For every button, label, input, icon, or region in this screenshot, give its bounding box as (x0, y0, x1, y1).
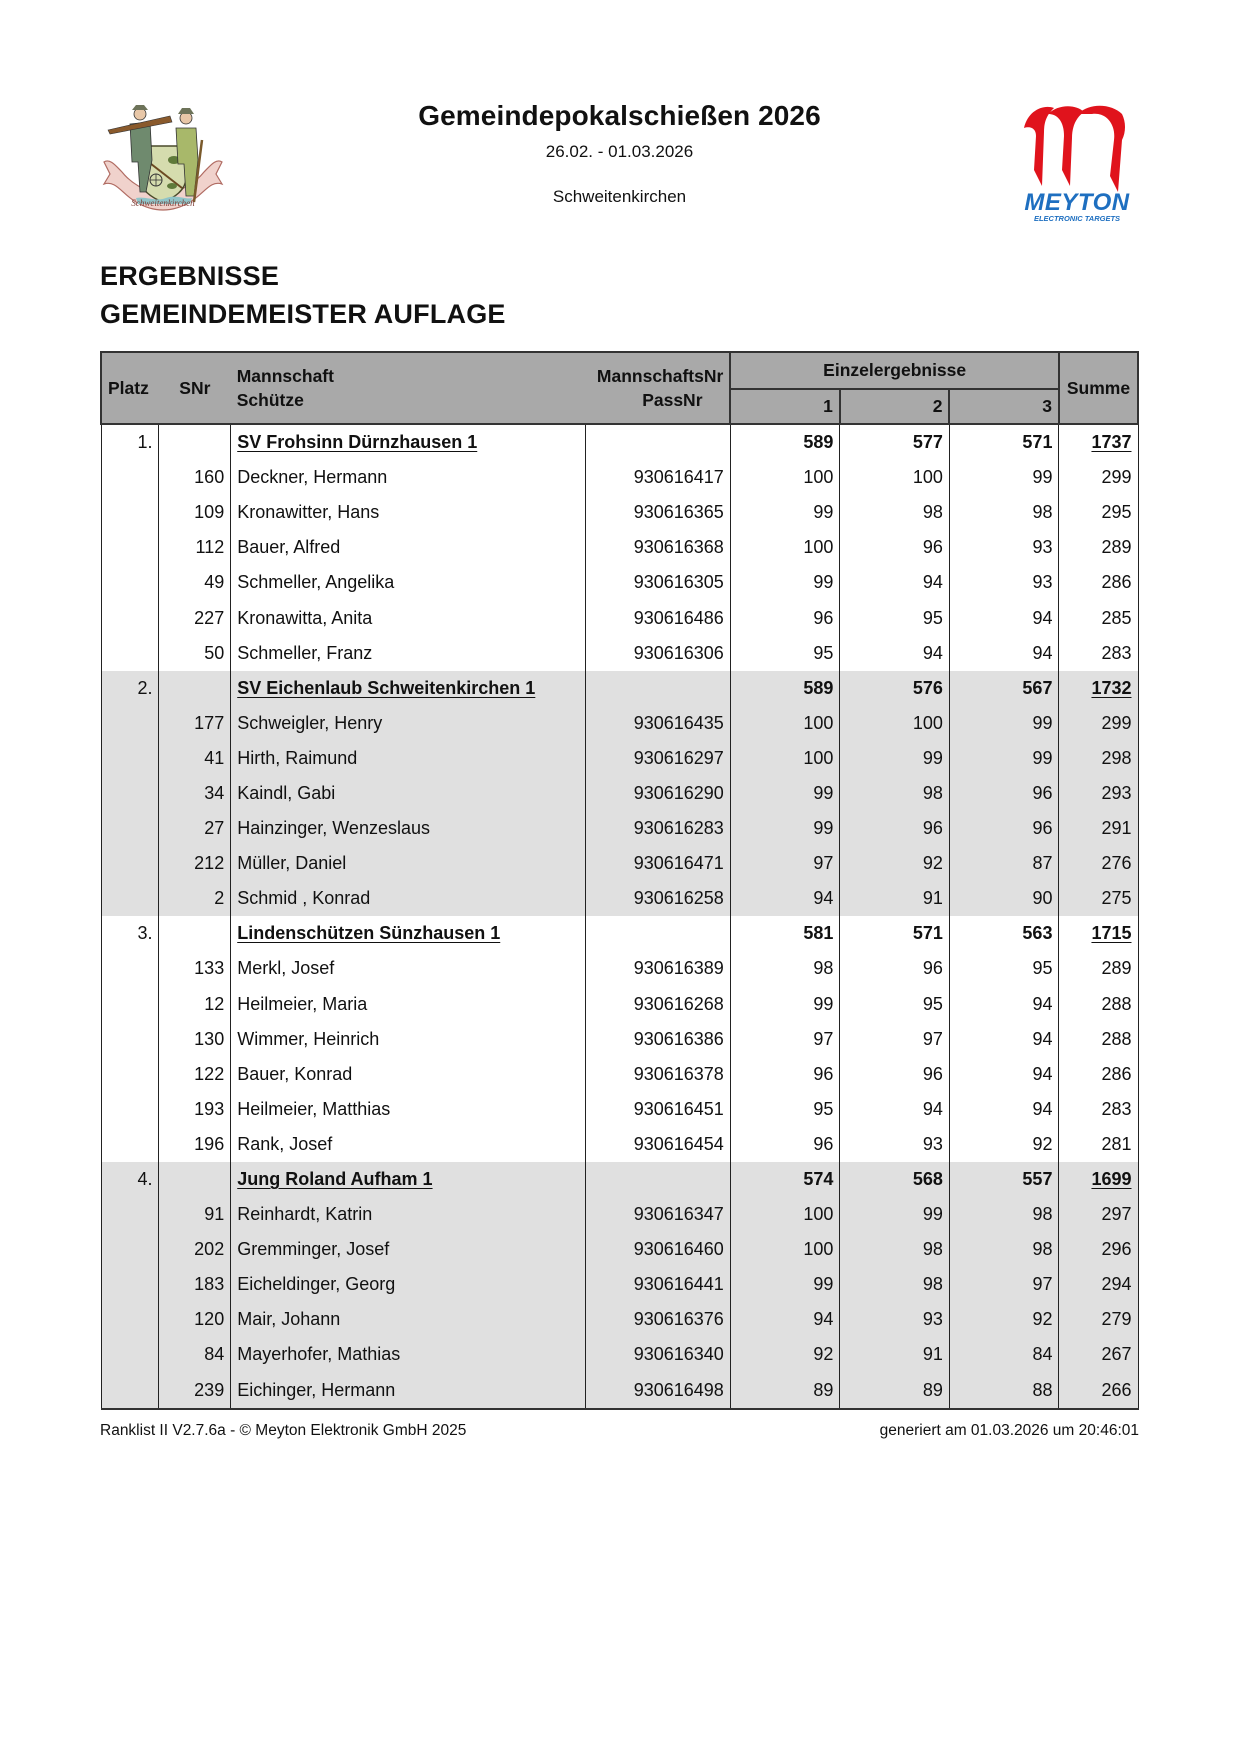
results-body (101, 424, 1138, 1409)
team-round-1: 589 (730, 671, 840, 706)
shooter-passnr: 930616417 (585, 460, 730, 495)
shooter-round-3: 98 (949, 1232, 1059, 1267)
shooter-round-3: 94 (949, 1092, 1059, 1127)
shooter-total: 293 (1059, 776, 1138, 811)
shooter-round-2: 94 (840, 636, 950, 671)
section-heading-line2: GEMEINDEMEISTER AUFLAGE (100, 299, 506, 329)
shooter-total: 288 (1059, 1022, 1138, 1057)
shooter-round-3: 98 (949, 1197, 1059, 1232)
team-total-text: 1699 (1091, 1169, 1132, 1190)
shooter-round-1: 100 (730, 1197, 840, 1232)
shooter-round-2: 99 (840, 1197, 950, 1232)
shooter-round-1: 99 (730, 811, 840, 846)
section-heading (100, 257, 506, 333)
shooter-total: 295 (1059, 495, 1138, 530)
team-snr-empty (159, 424, 231, 460)
shooter-rank-empty (101, 846, 159, 881)
shooter-snr: 196 (159, 1127, 231, 1162)
shooter-round-3: 94 (949, 600, 1059, 635)
shooter-snr: 212 (159, 846, 231, 881)
team-name (231, 424, 586, 460)
shooter-total: 279 (1059, 1302, 1138, 1337)
shooter-snr: 41 (159, 741, 231, 776)
team-name-text: SV Frohsinn Dürnzhausen 1 (237, 432, 478, 453)
shooter-round-3: 94 (949, 1057, 1059, 1092)
shooter-round-3: 94 (949, 1022, 1059, 1057)
shooter-snr: 112 (159, 530, 231, 565)
shooter-total: 289 (1059, 951, 1138, 986)
team-total (1059, 424, 1138, 460)
shooter-name: Deckner, Hermann (231, 460, 586, 495)
shooter-round-2: 96 (840, 951, 950, 986)
shooter-row (101, 706, 1138, 741)
shooter-passnr: 930616460 (585, 1232, 730, 1267)
shooter-snr: 227 (159, 600, 231, 635)
shooter-round-2: 100 (840, 460, 950, 495)
shooter-snr: 84 (159, 1337, 231, 1372)
event-location: Schweitenkirchen (552, 187, 687, 206)
shooter-total: 286 (1059, 565, 1138, 600)
shooter-total: 297 (1059, 1197, 1138, 1232)
shooter-round-3: 92 (949, 1127, 1059, 1162)
shooter-round-2: 98 (840, 1267, 950, 1302)
shooter-row (101, 1022, 1138, 1057)
shooter-row (101, 811, 1138, 846)
shooter-rank-empty (101, 881, 159, 916)
shooter-total: 288 (1059, 987, 1138, 1022)
shooter-row (101, 1302, 1138, 1337)
team-total (1059, 1162, 1138, 1197)
col-header-round-3: 3 (949, 389, 1059, 424)
shooter-row (101, 1267, 1138, 1302)
shooter-name: Rank, Josef (231, 1127, 586, 1162)
shooter-passnr: 930616454 (585, 1127, 730, 1162)
shooter-snr: 120 (159, 1302, 231, 1337)
shooter-round-1: 99 (730, 495, 840, 530)
shooter-name: Hirth, Raimund (231, 741, 586, 776)
shooter-round-1: 92 (730, 1337, 840, 1372)
shooter-total: 298 (1059, 741, 1138, 776)
shooter-round-3: 84 (949, 1337, 1059, 1372)
shooter-rank-empty (101, 1057, 159, 1092)
shooter-row (101, 1127, 1138, 1162)
col-header-einzelergebnisse: Einzelergebnisse (730, 352, 1059, 389)
team-round-3: 571 (949, 424, 1059, 460)
shooter-passnr: 930616451 (585, 1092, 730, 1127)
shooter-round-3: 95 (949, 951, 1059, 986)
team-round-2: 571 (840, 916, 950, 951)
section-heading-line1: ERGEBNISSE (100, 261, 280, 291)
shooter-name: Schweigler, Henry (231, 706, 586, 741)
shooter-passnr: 930616435 (585, 706, 730, 741)
shooter-passnr: 930616258 (585, 881, 730, 916)
team-number-empty (585, 671, 730, 706)
shooter-name: Mayerhofer, Mathias (231, 1337, 586, 1372)
shooter-total: 283 (1059, 1092, 1138, 1127)
shooter-name: Schmeller, Franz (231, 636, 586, 671)
shooter-round-3: 99 (949, 460, 1059, 495)
shooter-passnr: 930616347 (585, 1197, 730, 1232)
shooter-rank-empty (101, 1337, 159, 1372)
shooter-round-1: 100 (730, 706, 840, 741)
event-title: Gemeindepokalschießen 2026 (418, 100, 821, 131)
shooter-rank-empty (101, 951, 159, 986)
team-name (231, 916, 586, 951)
svg-text:Schweitenkirchen: Schweitenkirchen (131, 198, 195, 208)
shooter-round-2: 98 (840, 495, 950, 530)
shooter-round-1: 97 (730, 1022, 840, 1057)
shooter-passnr: 930616305 (585, 565, 730, 600)
footer-software-credit: Ranklist II V2.7.6a - © Meyton Elektronik GmbH 2025 (100, 1422, 467, 1439)
shooter-row (101, 987, 1138, 1022)
shooter-rank-empty (101, 741, 159, 776)
shooter-row (101, 1197, 1138, 1232)
shooter-rank-empty (101, 1092, 159, 1127)
shooter-name: Kronawitter, Hans (231, 495, 586, 530)
shooter-round-1: 99 (730, 1267, 840, 1302)
shooter-name: Schmid , Konrad (231, 881, 586, 916)
shooter-name: Reinhardt, Katrin (231, 1197, 586, 1232)
shooter-snr: 50 (159, 636, 231, 671)
col-header-schuetze: Schütze (236, 390, 304, 410)
shooter-name: Eicheldinger, Georg (231, 1267, 586, 1302)
shooter-row (101, 846, 1138, 881)
shooter-rank-empty (101, 1127, 159, 1162)
shooter-name: Müller, Daniel (231, 846, 586, 881)
meyton-logo (1014, 100, 1140, 224)
shooter-name: Kaindl, Gabi (231, 776, 586, 811)
shooter-total: 289 (1059, 530, 1138, 565)
shooter-total: 281 (1059, 1127, 1138, 1162)
shooter-rank-empty (101, 1373, 159, 1409)
team-snr-empty (159, 671, 231, 706)
col-header-mannschaft-schuetze (231, 352, 586, 424)
shooter-snr: 202 (159, 1232, 231, 1267)
shooter-total: 299 (1059, 706, 1138, 741)
team-round-1: 581 (730, 916, 840, 951)
shooter-snr: 109 (159, 495, 231, 530)
shooter-row (101, 1337, 1138, 1372)
shooter-snr: 91 (159, 1197, 231, 1232)
shooter-rank-empty (101, 1232, 159, 1267)
shooter-total: 286 (1059, 1057, 1138, 1092)
team-number-empty (585, 916, 730, 951)
shooter-round-1: 96 (730, 1057, 840, 1092)
shooter-snr: 239 (159, 1373, 231, 1409)
shooter-round-2: 96 (840, 530, 950, 565)
shooter-row (101, 1092, 1138, 1127)
team-rank: 3. (101, 916, 159, 951)
shooter-row (101, 565, 1138, 600)
shooter-round-3: 88 (949, 1373, 1059, 1409)
shooter-rank-empty (101, 600, 159, 635)
shooter-round-1: 100 (730, 460, 840, 495)
col-header-summe: Summe (1059, 352, 1138, 424)
shooter-round-1: 100 (730, 741, 840, 776)
shooter-round-1: 95 (730, 636, 840, 671)
shooter-round-3: 94 (949, 636, 1059, 671)
shooter-snr: 34 (159, 776, 231, 811)
col-header-round-2: 2 (840, 389, 950, 424)
shooter-snr: 2 (159, 881, 231, 916)
col-header-round-1: 1 (730, 389, 840, 424)
shooter-rank-empty (101, 776, 159, 811)
shooter-total: 291 (1059, 811, 1138, 846)
shooter-round-3: 90 (949, 881, 1059, 916)
shooter-round-1: 99 (730, 565, 840, 600)
shooter-row (101, 1057, 1138, 1092)
shooter-round-3: 98 (949, 495, 1059, 530)
shooter-total: 266 (1059, 1373, 1138, 1409)
col-header-mannschaftsnr: MannschaftsNr (596, 366, 724, 386)
shooter-round-2: 97 (840, 1022, 950, 1057)
team-total (1059, 671, 1138, 706)
shooter-passnr: 930616268 (585, 987, 730, 1022)
team-name-text: Lindenschützen Sünzhausen 1 (237, 923, 501, 944)
col-header-mannschaft: Mannschaft (236, 366, 334, 386)
shooter-total: 276 (1059, 846, 1138, 881)
col-header-mannschaftsnr-passnr (585, 352, 730, 424)
shooter-round-3: 99 (949, 706, 1059, 741)
shooter-round-1: 95 (730, 1092, 840, 1127)
shooter-passnr: 930616498 (585, 1373, 730, 1409)
team-snr-empty (159, 1162, 231, 1197)
shooter-rank-empty (101, 495, 159, 530)
shooter-snr: 12 (159, 987, 231, 1022)
shooter-passnr: 930616306 (585, 636, 730, 671)
shooter-round-2: 93 (840, 1127, 950, 1162)
team-round-2: 568 (840, 1162, 950, 1197)
shooter-snr: 133 (159, 951, 231, 986)
team-round-3: 567 (949, 671, 1059, 706)
shooter-name: Kronawitta, Anita (231, 600, 586, 635)
team-name-text: SV Eichenlaub Schweitenkirchen 1 (237, 677, 536, 698)
shooter-name: Merkl, Josef (231, 951, 586, 986)
shooter-round-1: 94 (730, 881, 840, 916)
shooter-name: Gremminger, Josef (231, 1232, 586, 1267)
shooter-round-1: 99 (730, 987, 840, 1022)
shooter-passnr: 930616389 (585, 951, 730, 986)
shooter-row (101, 530, 1138, 565)
shooter-round-2: 95 (840, 987, 950, 1022)
shooter-round-2: 92 (840, 846, 950, 881)
team-total-text: 1715 (1091, 923, 1132, 944)
col-header-platz: Platz (101, 352, 159, 424)
shooter-passnr: 930616376 (585, 1302, 730, 1337)
shooter-snr: 193 (159, 1092, 231, 1127)
shooter-passnr: 930616486 (585, 600, 730, 635)
shooter-round-3: 94 (949, 987, 1059, 1022)
team-round-3: 563 (949, 916, 1059, 951)
shooter-round-3: 93 (949, 565, 1059, 600)
shooter-name: Eichinger, Hermann (231, 1373, 586, 1409)
shooter-total: 296 (1059, 1232, 1138, 1267)
team-total-text: 1737 (1091, 432, 1132, 453)
shooter-round-2: 98 (840, 776, 950, 811)
shooter-name: Wimmer, Heinrich (231, 1022, 586, 1057)
shooter-rank-empty (101, 1197, 159, 1232)
footer-generated-timestamp: generiert am 01.03.2026 um 20:46:01 (879, 1422, 1139, 1439)
shooter-total: 275 (1059, 881, 1138, 916)
shooter-passnr: 930616386 (585, 1022, 730, 1057)
shooter-round-2: 91 (840, 1337, 950, 1372)
shooter-passnr: 930616283 (585, 811, 730, 846)
col-header-passnr: PassNr (642, 390, 703, 410)
event-date-range: 26.02. - 01.03.2026 (545, 142, 694, 161)
shooter-passnr: 930616471 (585, 846, 730, 881)
shooter-round-3: 93 (949, 530, 1059, 565)
shooter-passnr: 930616378 (585, 1057, 730, 1092)
shooter-rank-empty (101, 636, 159, 671)
shooter-row (101, 1373, 1138, 1409)
shooter-row (101, 951, 1138, 986)
shooter-round-1: 96 (730, 1127, 840, 1162)
shooter-rank-empty (101, 706, 159, 741)
team-number-empty (585, 1162, 730, 1197)
shooter-name: Mair, Johann (231, 1302, 586, 1337)
shooter-passnr: 930616368 (585, 530, 730, 565)
shooter-name: Bauer, Konrad (231, 1057, 586, 1092)
shooter-snr: 177 (159, 706, 231, 741)
shooter-total: 267 (1059, 1337, 1138, 1372)
team-row (101, 424, 1138, 460)
svg-text:ELECTRONIC TARGETS: ELECTRONIC TARGETS (1033, 214, 1121, 223)
shooter-row (101, 600, 1138, 635)
shooter-rank-empty (101, 1267, 159, 1302)
shooter-snr: 183 (159, 1267, 231, 1302)
shooter-row (101, 460, 1138, 495)
shooter-total: 283 (1059, 636, 1138, 671)
shooter-passnr: 930616441 (585, 1267, 730, 1302)
shooter-row (101, 1232, 1138, 1267)
shooter-round-2: 100 (840, 706, 950, 741)
shooter-total: 285 (1059, 600, 1138, 635)
team-round-2: 577 (840, 424, 950, 460)
team-total-text: 1732 (1091, 677, 1132, 698)
shooter-round-1: 100 (730, 530, 840, 565)
shooter-row (101, 881, 1138, 916)
col-header-snr: SNr (159, 352, 231, 424)
shooter-round-2: 96 (840, 811, 950, 846)
team-total (1059, 916, 1138, 951)
shooter-round-3: 96 (949, 811, 1059, 846)
team-row (101, 1162, 1138, 1197)
shooter-round-2: 95 (840, 600, 950, 635)
team-rank: 4. (101, 1162, 159, 1197)
shooter-name: Bauer, Alfred (231, 530, 586, 565)
team-name (231, 1162, 586, 1197)
shooter-rank-empty (101, 1022, 159, 1057)
team-name (231, 671, 586, 706)
shooter-round-2: 99 (840, 741, 950, 776)
shooter-total: 294 (1059, 1267, 1138, 1302)
shooter-snr: 49 (159, 565, 231, 600)
shooter-row (101, 776, 1138, 811)
shooter-rank-empty (101, 987, 159, 1022)
shooter-round-3: 97 (949, 1267, 1059, 1302)
team-round-3: 557 (949, 1162, 1059, 1197)
shooter-round-3: 96 (949, 776, 1059, 811)
team-snr-empty (159, 916, 231, 951)
shooter-round-3: 92 (949, 1302, 1059, 1337)
shooter-round-1: 100 (730, 1232, 840, 1267)
team-row (101, 671, 1138, 706)
team-round-1: 589 (730, 424, 840, 460)
shooter-rank-empty (101, 1302, 159, 1337)
shooter-name: Hainzinger, Wenzeslaus (231, 811, 586, 846)
shooter-rank-empty (101, 460, 159, 495)
shooter-name: Schmeller, Angelika (231, 565, 586, 600)
shooter-round-3: 99 (949, 741, 1059, 776)
shooter-snr: 160 (159, 460, 231, 495)
shooter-snr: 27 (159, 811, 231, 846)
team-round-1: 574 (730, 1162, 840, 1197)
shooter-round-2: 93 (840, 1302, 950, 1337)
shooter-passnr: 930616340 (585, 1337, 730, 1372)
team-row (101, 916, 1138, 951)
team-number-empty (585, 424, 730, 460)
svg-text:MEYTON: MEYTON (1024, 189, 1130, 216)
team-round-2: 576 (840, 671, 950, 706)
team-name-text: Jung Roland Aufham 1 (237, 1169, 433, 1190)
shooter-round-2: 98 (840, 1232, 950, 1267)
shooter-round-1: 97 (730, 846, 840, 881)
team-rank: 1. (101, 424, 159, 460)
shooter-snr: 122 (159, 1057, 231, 1092)
shooter-round-2: 94 (840, 1092, 950, 1127)
shooter-round-3: 87 (949, 846, 1059, 881)
results-table (100, 351, 1139, 1410)
shooter-rank-empty (101, 565, 159, 600)
shooter-row (101, 636, 1138, 671)
shooter-round-2: 89 (840, 1373, 950, 1409)
shooter-round-1: 98 (730, 951, 840, 986)
shooter-round-2: 94 (840, 565, 950, 600)
shooter-round-1: 99 (730, 776, 840, 811)
shooter-rank-empty (101, 530, 159, 565)
team-rank: 2. (101, 671, 159, 706)
shooter-total: 299 (1059, 460, 1138, 495)
shooter-round-1: 89 (730, 1373, 840, 1409)
shooter-round-2: 91 (840, 881, 950, 916)
shooter-passnr: 930616290 (585, 776, 730, 811)
shooter-snr: 130 (159, 1022, 231, 1057)
shooter-round-2: 96 (840, 1057, 950, 1092)
shooter-row (101, 741, 1138, 776)
shooter-round-1: 96 (730, 600, 840, 635)
shooter-passnr: 930616297 (585, 741, 730, 776)
shooter-row (101, 495, 1138, 530)
shooter-round-1: 94 (730, 1302, 840, 1337)
shooter-name: Heilmeier, Maria (231, 987, 586, 1022)
shooter-name: Heilmeier, Matthias (231, 1092, 586, 1127)
shooter-passnr: 930616365 (585, 495, 730, 530)
shooter-rank-empty (101, 811, 159, 846)
